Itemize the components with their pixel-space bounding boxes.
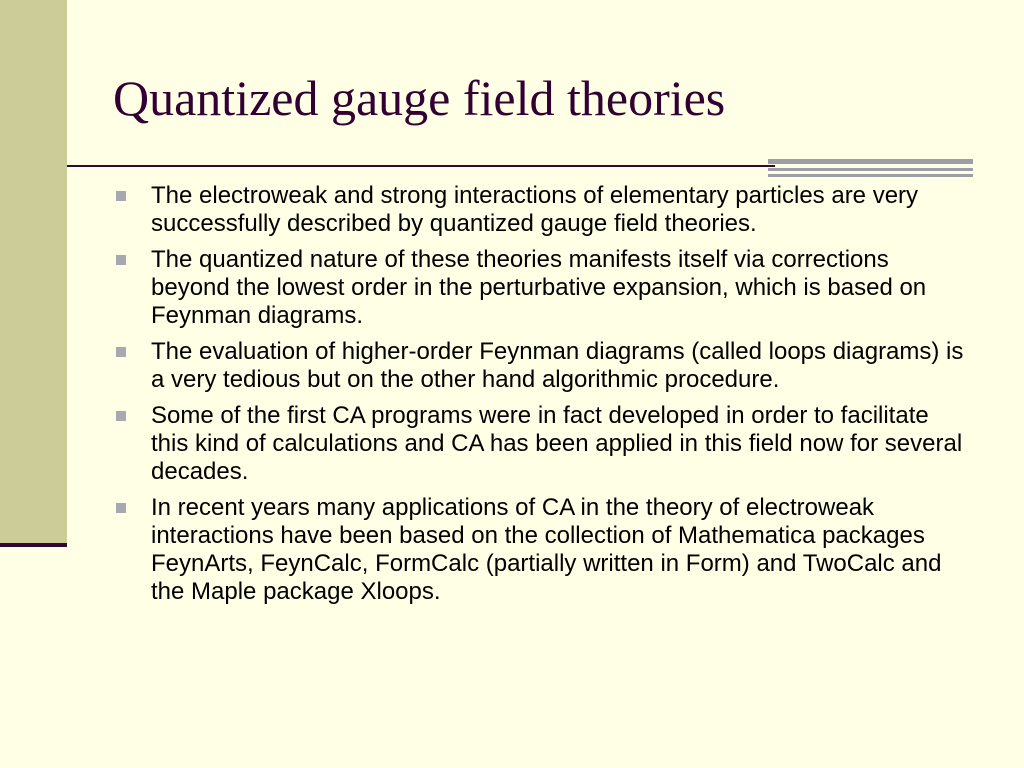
accent-stripe-bottom [768, 174, 973, 177]
square-bullet-icon [116, 503, 126, 513]
bullet-item [116, 494, 966, 606]
square-bullet-icon [116, 347, 126, 357]
square-bullet-icon [116, 255, 126, 265]
bullet-list [116, 182, 966, 614]
square-bullet-icon [116, 191, 126, 201]
square-bullet-icon [116, 411, 126, 421]
bullet-text: The electroweak and strong interactions of elementary particles are very successfully described by quantized gauge field theories. [151, 182, 919, 237]
left-accent-bar [0, 0, 67, 543]
bullet-text: Some of the first CA programs were in fact developed in order to facilitate this kind of calculations and CA has been applied in this field now for several decades. [151, 402, 963, 485]
title-divider-accent [768, 159, 973, 177]
bullet-item [116, 246, 966, 330]
left-accent-rule [0, 543, 67, 547]
bullet-item [116, 338, 966, 394]
title-divider [67, 165, 775, 167]
slide-title: Quantized gauge field theories [113, 70, 726, 126]
accent-stripe-middle [768, 168, 973, 171]
accent-stripe-top [768, 159, 973, 164]
bullet-text: The quantized nature of these theories manifests itself via corrections beyond the lowest order in the perturbative expansion, which is based on Feynman diagrams. [151, 246, 927, 329]
bullet-item [116, 182, 966, 238]
bullet-text: In recent years many applications of CA in the theory of electroweak interactions have been based on the collection of Mathematica packages FeynArts, FeynCalc, FormCalc (partially written in Form) and TwoCalc and the Maple package Xloops. [151, 494, 942, 605]
bullet-text: The evaluation of higher-order Feynman diagrams (called loops diagrams) is a very tedious but on the other hand algorithmic procedure. [151, 338, 964, 393]
bullet-item [116, 402, 966, 486]
